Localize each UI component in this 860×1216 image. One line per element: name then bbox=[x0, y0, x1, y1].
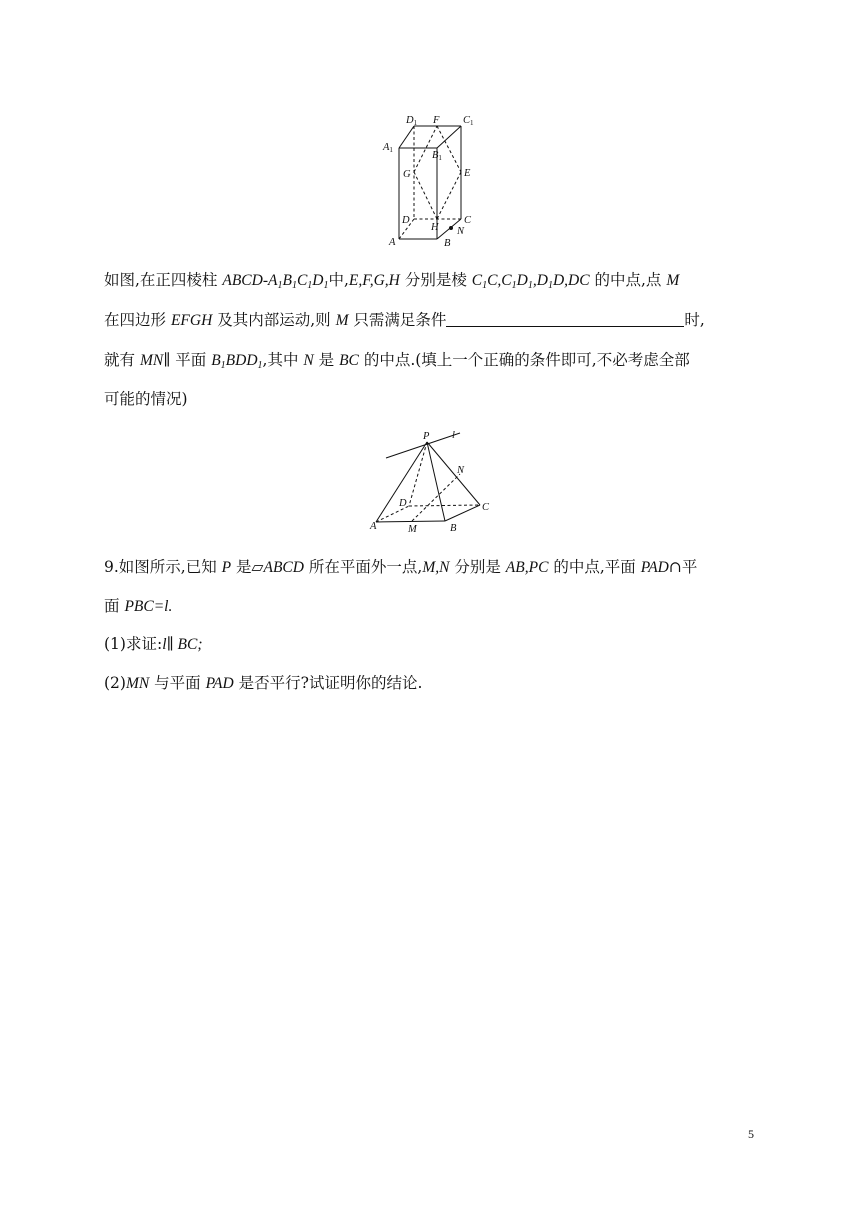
prism-name: ABCD-A1B1C1D1 bbox=[222, 272, 329, 291]
label-D: D bbox=[402, 215, 410, 226]
q9-line1: 9.如图所示,已知 P 是▱ABCD 所在平面外一点,M,N 分别是 AB,PC 的中点,平面 PAD∩平 bbox=[104, 558, 698, 576]
label-E: E bbox=[464, 168, 471, 179]
label-A1: A1 bbox=[383, 142, 393, 154]
label-l: l bbox=[452, 430, 455, 441]
q8-line3: 就有 MN∥ 平面 B1BDD1,其中 N 是 BC 的中点.(填上一个正确的条件即可,不必考虑全部 bbox=[104, 351, 690, 371]
label-N: N bbox=[457, 226, 465, 237]
answer-blank[interactable] bbox=[446, 308, 684, 327]
label-B: B bbox=[444, 238, 451, 249]
q8-line4: 可能的情况) bbox=[104, 390, 188, 408]
label-A: A bbox=[389, 237, 396, 248]
label-N: N bbox=[457, 465, 465, 476]
label-D1: D1 bbox=[406, 115, 418, 127]
label-H: H bbox=[431, 222, 439, 233]
label-A: A bbox=[370, 521, 377, 532]
label-C: C bbox=[464, 215, 472, 226]
label-M: M bbox=[408, 524, 417, 535]
label-D: D bbox=[399, 498, 407, 509]
q9-part2: (2)MN 与平面 PAD 是否平行?试证明你的结论. bbox=[104, 674, 423, 692]
q8-line2: 在四边形 EFGH 及其内部运动,则 M 只需满足条件 时, bbox=[104, 304, 764, 337]
label-C1: C1 bbox=[463, 115, 474, 127]
pyramid-figure bbox=[366, 424, 496, 539]
label-F: F bbox=[433, 115, 440, 126]
label-P: P bbox=[423, 431, 430, 442]
q9-line2: 面 PBC=l. bbox=[104, 597, 173, 615]
label-B1: B1 bbox=[432, 150, 442, 162]
label-B: B bbox=[450, 523, 457, 534]
prism-figure bbox=[380, 112, 490, 252]
page-number: 5 bbox=[748, 1127, 754, 1141]
q8-line1: 如图,在正四棱柱 ABCD-A1B1C1D1中,E,F,G,H 分别是棱 C1C,C1D1,D1D,DC 的中点,点 M bbox=[104, 271, 680, 291]
q9-part1: (1)求证:l∥ BC; bbox=[104, 635, 203, 653]
label-C: C bbox=[482, 502, 490, 513]
label-G: G bbox=[403, 169, 411, 180]
